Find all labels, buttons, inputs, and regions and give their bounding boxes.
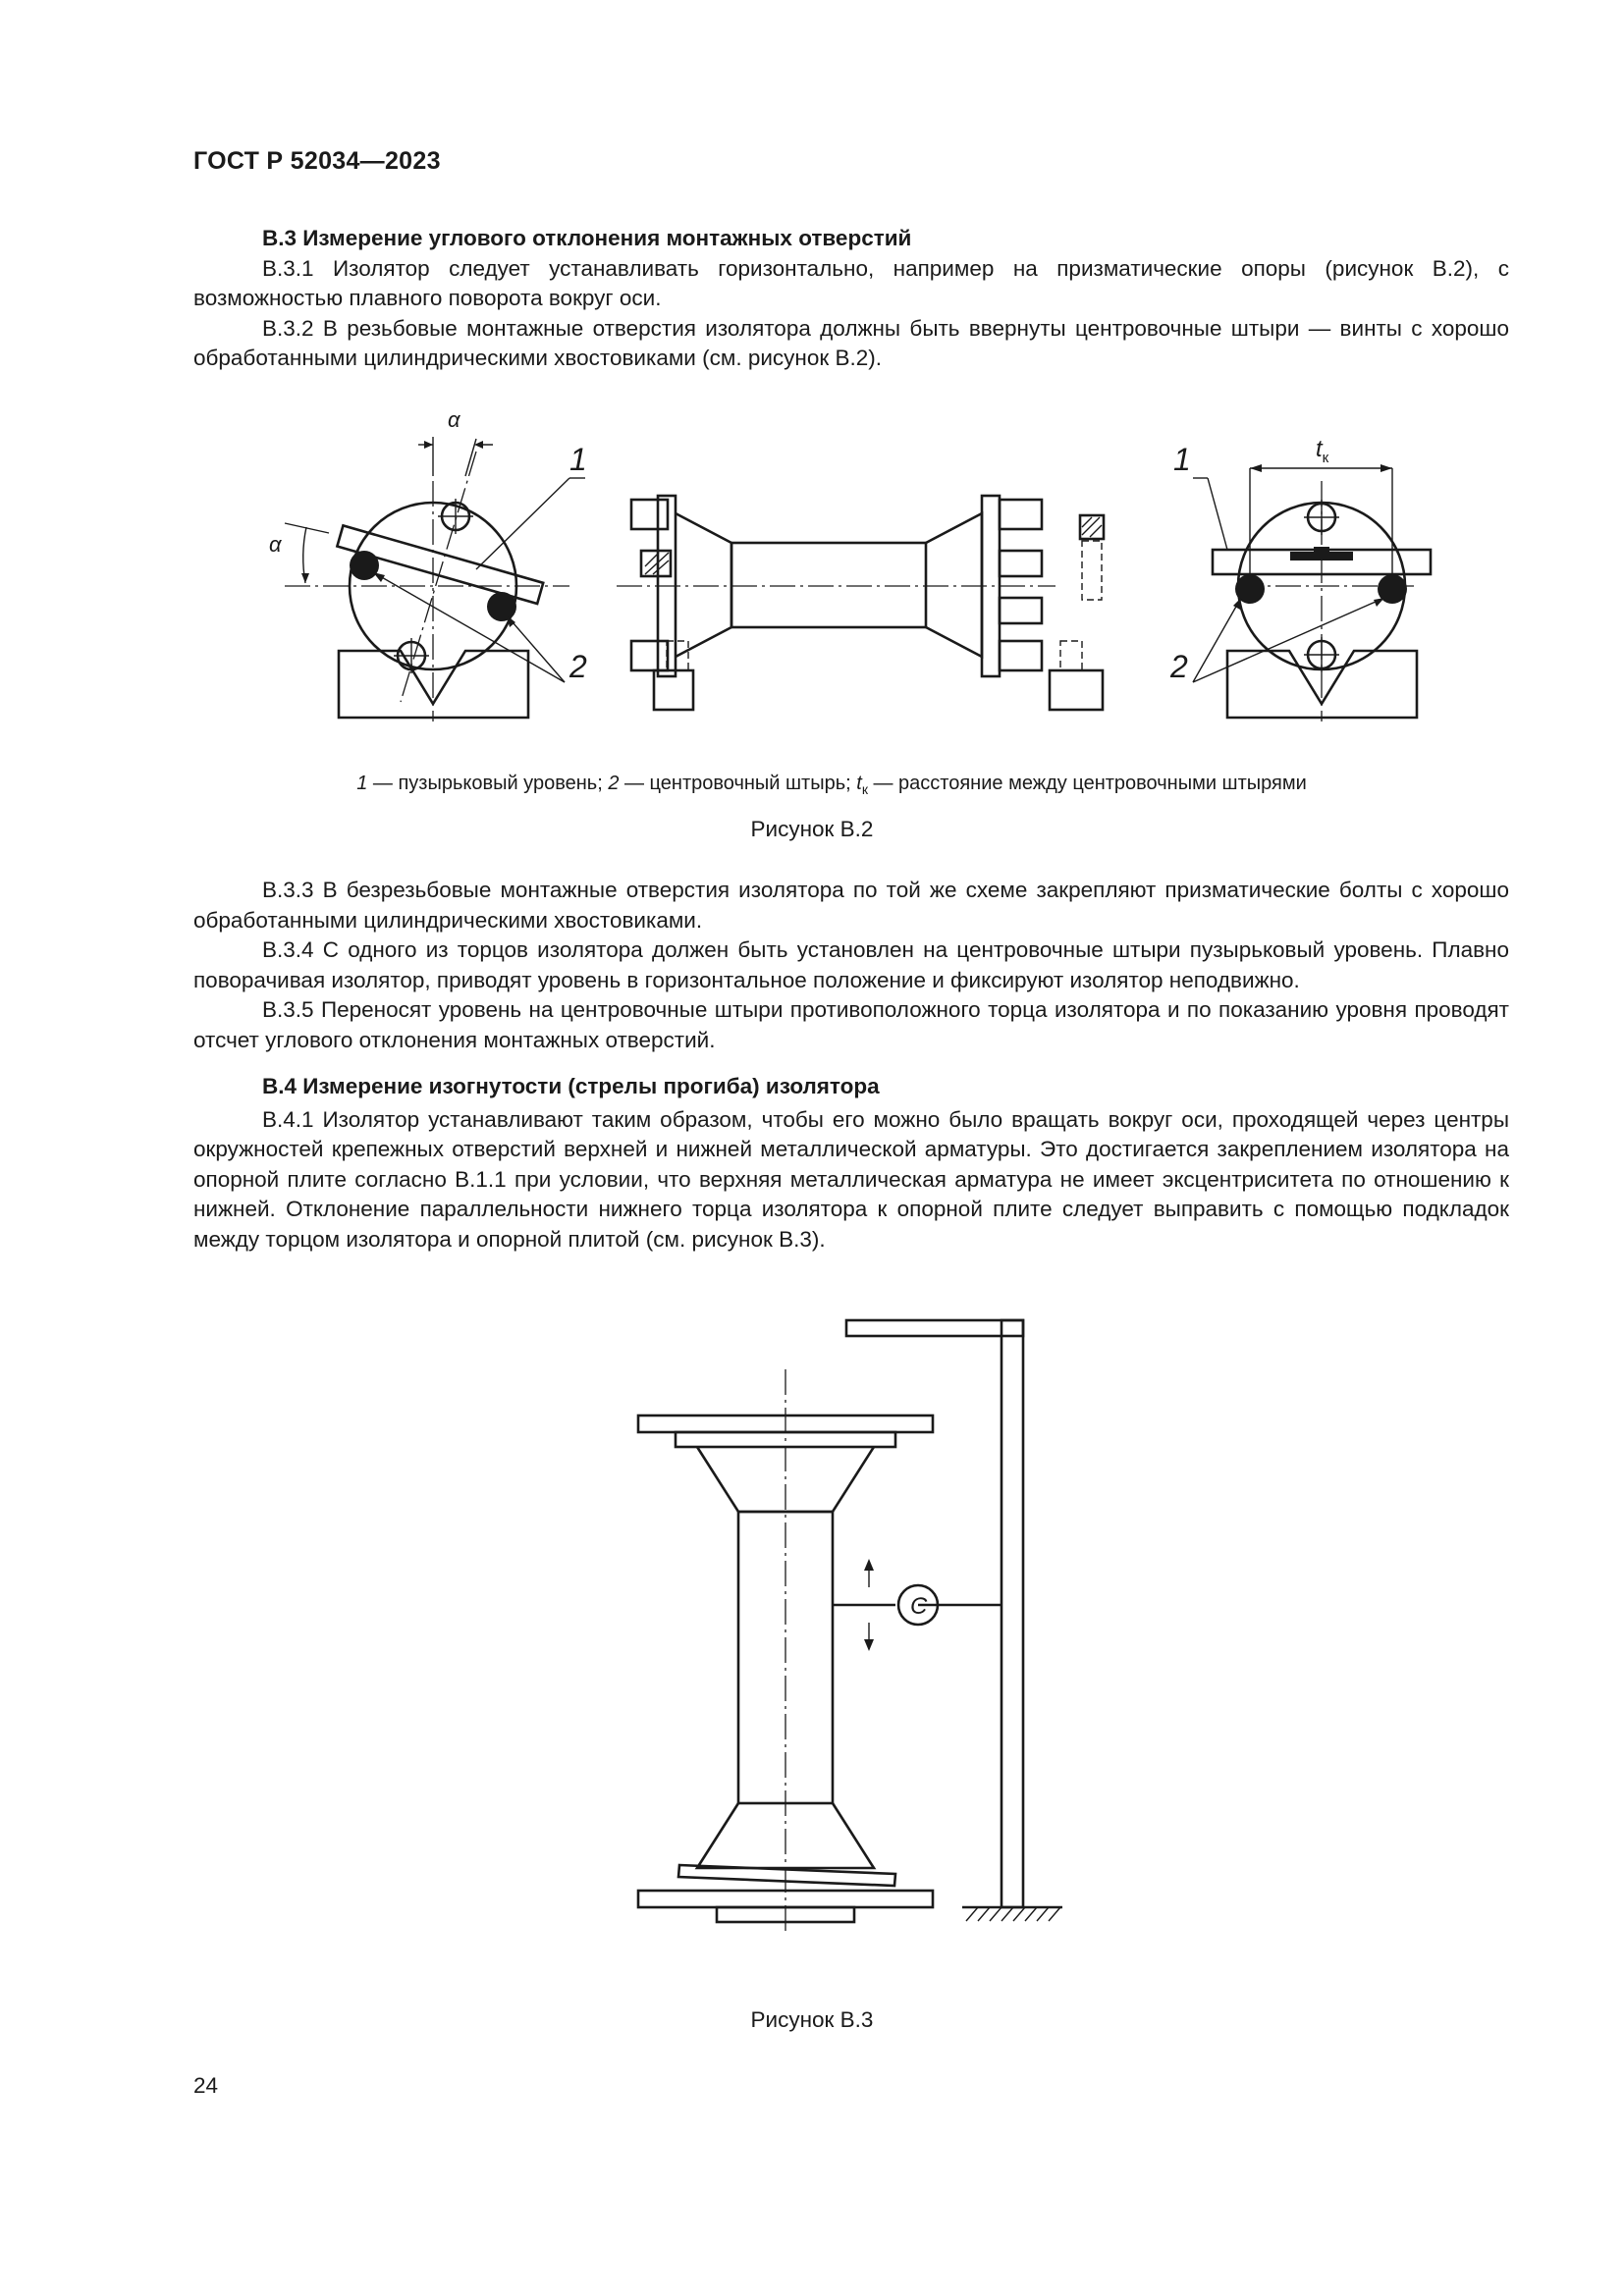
callout-2-right: 2 [1170, 649, 1188, 684]
indicator-c-label: C [910, 1593, 928, 1620]
paragraph-b3-4: В.3.4 С одного из торцов изолятора должен быть установлен на центровочные штыри пузырьковый уровень. Плавно поворачивая изолятор, приводят уровень в горизонтальное положение и фиксируют изолятор неподвижно. [193, 937, 1509, 992]
figure-b2-drawing [255, 398, 1453, 731]
paragraph-b3-3: В.3.3 В безрезьбовые монтажные отверстия изолятора по той же схеме закрепляют призматические болты с хорошо обработанными цилиндрическими хвостовиками. [193, 878, 1509, 933]
figure-b2-right-view [1169, 436, 1431, 721]
figure-b3-drawing [628, 1310, 1080, 1939]
callout-1-right: 1 [1173, 442, 1191, 477]
section-b3-continued [193, 876, 1509, 1055]
paragraph-b3-1: В.3.1 Изолятор следует устанавливать горизонтально, например на призматические опоры (рисунок В.2), с возможностью плавного поворота вокруг оси. [193, 255, 1509, 310]
alpha-label-top: α [448, 407, 460, 432]
figure-b3-caption: Рисунок В.3 [750, 2007, 874, 2032]
callout-2-left: 2 [569, 649, 587, 684]
figure-b2-left-view [269, 407, 587, 721]
section-b4-heading: В.4 Измерение изогнутости (стрелы прогиба) изолятора [262, 1074, 880, 1098]
page-number: 24 [193, 2073, 219, 2098]
paragraph-b3-2: В.3.2 В резьбовые монтажные отверстия изолятора должны быть ввернуты центровочные штыри — винты с хорошо обработанными цилиндрическими хвостовиками (см. рисунок В.2). [193, 315, 1509, 370]
figure-b2-middle-view [617, 496, 1104, 710]
tk-label: $t_к$ [1316, 436, 1329, 466]
paragraph-b4-1: В.4.1 Изолятор устанавливают таким образом, чтобы его можно было вращать вокруг оси, проходящей через центры окружностей крепежных отверстий верхней и нижней металлической арматуры. Это достигается закреплением изолятора на опорной плите согласно В.1.1 при условии, что верхняя металлическая арматура не имеет эксцентриситета по отношению к нижней. Отклонение параллельности нижнего торца изолятора к опорной плите следует выправить с помощью подкладок между торцом изолятора и опорной плитой (см. рисунок В.3). [193, 1106, 1509, 1252]
section-b3-heading: В.3 Измерение углового отклонения монтажных отверстий [262, 226, 912, 250]
page-header: ГОСТ Р 52034—2023 [193, 147, 441, 175]
section-b4 [193, 1072, 1509, 1255]
figure-b2-legend: 1 — пузырьковый уровень; 2 — центровочный штырь; $t_к$ — расстояние между центровочными штырями [356, 773, 1307, 797]
callout-1-left: 1 [569, 442, 587, 477]
alpha-label-left: α [269, 532, 282, 557]
section-b3 [193, 224, 1509, 374]
figure-b2-caption: Рисунок В.2 [750, 817, 874, 841]
paragraph-b3-5: В.3.5 Переносят уровень на центровочные штыри противоположного торца изолятора и по показанию уровня проводят отсчет углового отклонения монтажных отверстий. [193, 997, 1509, 1052]
